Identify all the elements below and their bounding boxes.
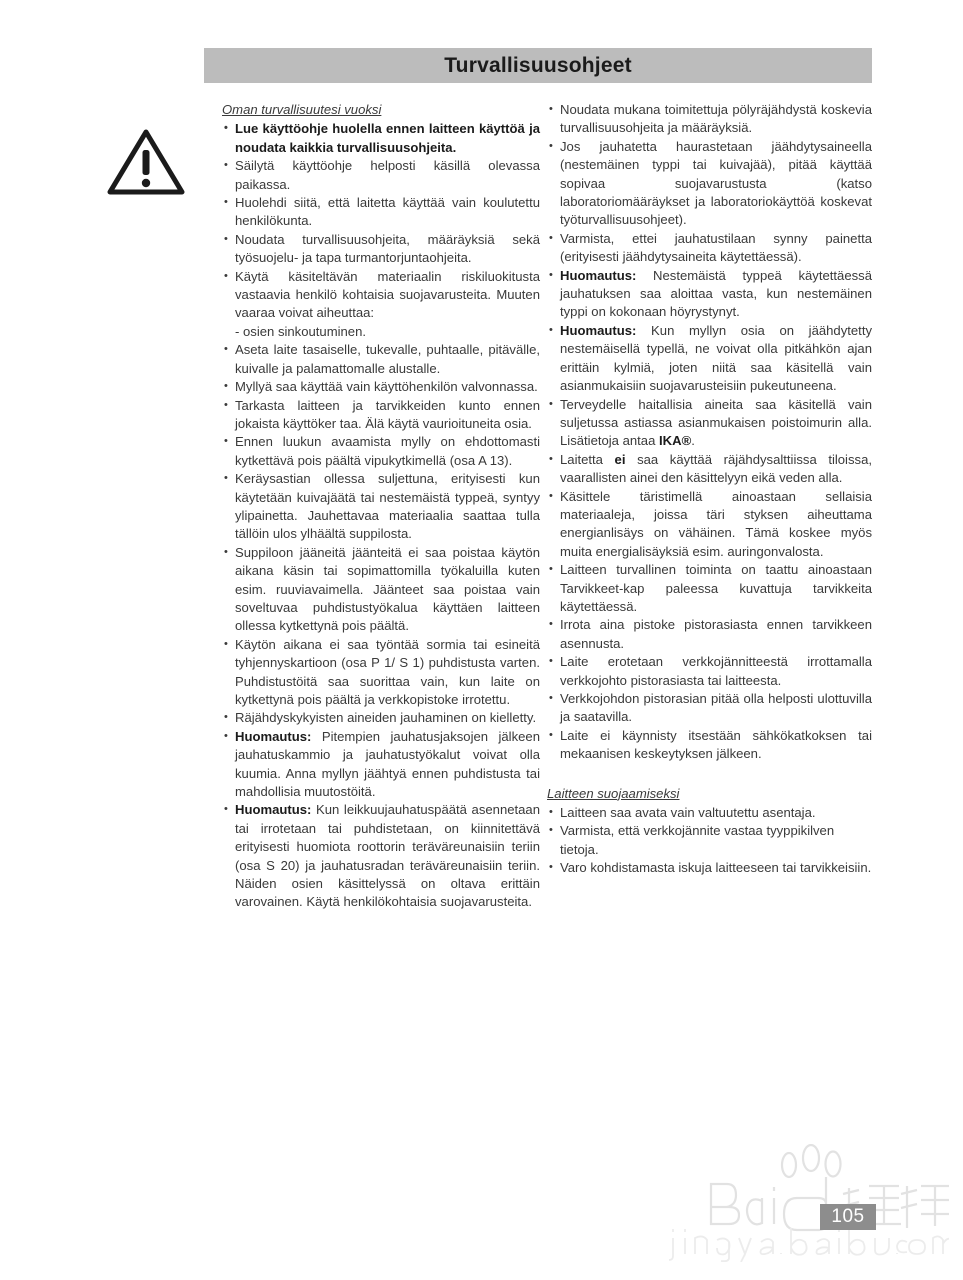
list-item	[547, 488, 872, 562]
list-item-text: Räjähdyskykyisten aineiden jauhaminen on kielletty.	[235, 710, 537, 726]
list-item	[547, 859, 872, 877]
list-item-text: Terveydelle haitallisia aineita saa käsitellä vain suljetussa astiassa asianmukaisen poistoimurin alla. Lisätietoja antaa	[560, 396, 872, 449]
list-item	[222, 378, 540, 396]
list-item	[222, 636, 540, 710]
list-item-text: Suppiloon jääneitä jäänteitä ei saa poistaa käytön aikana käsin tai sopimattomilla työkaluilla kuten esim. ruuviavaimella. Jäänteet saa poistaa vain soveltuvaa puhdistustyökalua käyttäen laitteen ollessa kytkettynä pois päältä.	[235, 544, 540, 634]
list-item	[547, 101, 872, 138]
device-protection-list	[547, 804, 872, 878]
list-item-emphasis	[547, 451, 872, 488]
list-item-text: Myllyä saa käyttää vain käyttöhenkilön valvonnassa.	[235, 379, 538, 395]
page-title: Turvallisuusohjeet	[444, 54, 632, 77]
note-label: Huomautus:	[560, 267, 637, 283]
list-item-text: Ennen luukun avaamista mylly on ehdottomasti kytkettävä pois päältä vipukytkimellä (osa A 13).	[235, 434, 540, 468]
list-item-text: Laite ei käynnisty itsestään sähkökatkoksen tai mekaanisen keskeytyksen jälkeen.	[560, 727, 872, 762]
baidu-watermark	[663, 1144, 949, 1262]
left-column	[222, 101, 540, 912]
list-item-text-tail: saa käyttää räjähdysalttiissa tiloissa, vaarallisten ainei den käsittelyyn eikä veden alla.	[560, 451, 872, 486]
list-item-text: Huolehdi siitä, että laitetta käyttää vain koulutettu henkilökunta.	[235, 195, 540, 229]
list-item	[547, 653, 872, 690]
note-label: Huomautus:	[235, 802, 312, 818]
list-item-text: Tarkasta laitteen ja tarvikkeiden kunto ennen jokaista käyttöker taa. Älä käytä vaurioituneita osia.	[235, 397, 540, 431]
section-heading-right: Laitteen suojaamiseksi	[547, 785, 680, 801]
list-item	[222, 120, 540, 157]
list-item-text: Säilytä käyttöohje helposti käsillä olevassa paikassa.	[235, 158, 540, 192]
list-item-text: Jos jauhatetta haurastetaan jäähdytysaineella (nestemäinen typpi tai kuivajää), pitää käyttää sopivaa suojavarustusta (katso laboratoriomääräykset ja laboratoriokäyttöä koskevat työturvallisuusohjeet).	[560, 138, 872, 228]
list-item-text: Irrota aina pistoke pistorasiasta ennen tarvikkeen asennusta.	[560, 617, 872, 651]
list-item	[222, 433, 540, 470]
brand-name: IKA®	[659, 433, 692, 449]
list-item-text: Käytön aikana ei saa työntää sormia tai esineitä tyhjennyskartioon (osa P 1/ S 1) puhdistusta varten. Puhdistustöitä saa suorittaa vain, kun laite on kytkettynä pois päältä ja verkkopistoke irrotettu.	[235, 636, 540, 707]
list-item-text: Noudata mukana toimitettuja pölyräjähdystä koskevia turvallisuusohjeita ja määräyksiä.	[560, 102, 872, 136]
list-item-text: Pitempien jauhatusjaksojen jälkeen jauhatuskammio ja jauhatustyökalut voivat olla kuumia. Anna myllyn jäähtyä ennen puhdistusta tai mahdollisia muutostöitä.	[235, 728, 540, 800]
list-item	[222, 341, 540, 378]
list-item	[547, 138, 872, 230]
list-item	[547, 727, 872, 764]
safety-list-right	[547, 101, 872, 764]
note-label: Huomautus:	[235, 728, 312, 744]
note-label: Huomautus:	[560, 322, 637, 338]
page-number-badge: 105	[820, 1204, 876, 1230]
list-item	[547, 804, 872, 822]
warning-triangle-icon	[107, 128, 185, 196]
list-item-text: Käsittele täristimellä ainoastaan sellaisia materiaaleja, joissa täri styksen aiheuttama energianlisäys on vähäinen. Tämä koskee myös muita energialisäyksiä esim. auringonvalosta.	[560, 488, 872, 559]
list-item-text-tail: .	[691, 433, 695, 449]
list-item-note	[547, 322, 872, 396]
list-item-text: Kun leikkuujauhatuspäätä asennetaan tai irrotetaan tai puhdistetaan, on kiinnitettävä erityisesti huomiota roottorin teräväreunaisiin teriin (osa S 20) ja jauhatusradan teräväreunaisiin teriin. Näiden osien käsittelyssä on oltava erittäin varovainen. Käytä henkilökohtaisia suojavarusteita.	[235, 802, 540, 910]
list-item	[222, 194, 540, 231]
list-item-text: Laite erotetaan verkkojännitteestä irrottamalla verkkojohto pistorasiasta tai laitteesta.	[560, 654, 872, 688]
list-item-text: Kun myllyn osia on jäähdytetty nestemäisellä typellä, ne voivat olla pitkähkön ajan erittäin kylmiä, joten niitä saa käsitellä vain asianmukaisiin suojavarusteisiin pukeutuneena.	[560, 322, 872, 394]
list-item	[222, 157, 540, 194]
list-item-note	[222, 801, 540, 911]
list-item-brand	[547, 396, 872, 451]
safety-list-left	[222, 120, 540, 911]
list-item-text: Laitteen saa avata vain valtuutettu asentaja.	[560, 805, 816, 821]
list-item	[222, 544, 540, 636]
list-item	[222, 709, 540, 727]
list-item-text: Laitetta	[560, 451, 615, 467]
section-heading-left: Oman turvallisuutesi vuoksi	[222, 102, 382, 117]
list-subitem	[222, 323, 540, 341]
list-item-text: Laitteen turvallinen toiminta on taattu ainoastaan Tarvikkeet-kap paleessa kuvattuja tarvikkeita käytettäessä.	[560, 562, 872, 614]
list-item	[222, 231, 540, 268]
list-item-text: Keräysastian ollessa suljettuna, erityisesti kun käytetään kuivajäätä tai nestemäistä typpeä, syntyy ylipainetta. Jauhettavaa materiaalia saattaa tulla tällöin ulos ylhäältä suppilosta.	[235, 471, 540, 542]
list-item-text: Lue käyttöohje huolella ennen laitteen käyttöä ja noudata kaikkia turvallisuusohjeita.	[235, 121, 540, 155]
list-item-text: Verkkojohdon pistorasian pitää olla helposti ulottuvilla ja saatavilla.	[560, 691, 872, 725]
right-column	[547, 101, 872, 878]
list-item	[547, 822, 872, 859]
list-item-note	[222, 728, 540, 802]
list-item	[547, 230, 872, 267]
list-item	[222, 268, 540, 323]
list-item-text: Varmista, ettei jauhatustilaan synny painetta (erityisesti jäähdytysaineita käytettäessä).	[560, 230, 872, 265]
list-item-text: Varmista, että verkkojännite vastaa tyyppikilven tietoja.	[560, 823, 835, 857]
list-item-text: Noudata turvallisuusohjeita, määräyksiä sekä työsuojelu- ja tapa turmantorjuntaohjeita.	[235, 231, 540, 266]
list-item-text: Nestemäistä typpeä käytettäessä jauhatuksen saa aloittaa vasta, kun nestemäinen typpi on kokonaan höyrystynyt.	[560, 267, 872, 320]
list-item	[547, 561, 872, 616]
list-item-text: Käytä käsiteltävän materiaalin riskiluokitusta vastaavia henkilö kohtaisia suojavarusteita. Muuten vaaraa voivat aiheuttaa:	[235, 268, 540, 321]
list-item	[222, 470, 540, 544]
list-item-text: Aseta laite tasaiselle, tukevalle, puhtaalle, pitävälle, kuivalle ja palamattomalle alustalle.	[235, 342, 540, 376]
list-subitem-text: - osien sinkoutuminen.	[235, 323, 367, 339]
emphasis-word: ei	[614, 451, 626, 467]
list-item-text: Varo kohdistamasta iskuja laitteeseen tai tarvikkeisiin.	[560, 860, 872, 876]
list-item	[547, 616, 872, 653]
list-item-note	[547, 267, 872, 322]
list-item	[547, 690, 872, 727]
list-item	[222, 397, 540, 434]
